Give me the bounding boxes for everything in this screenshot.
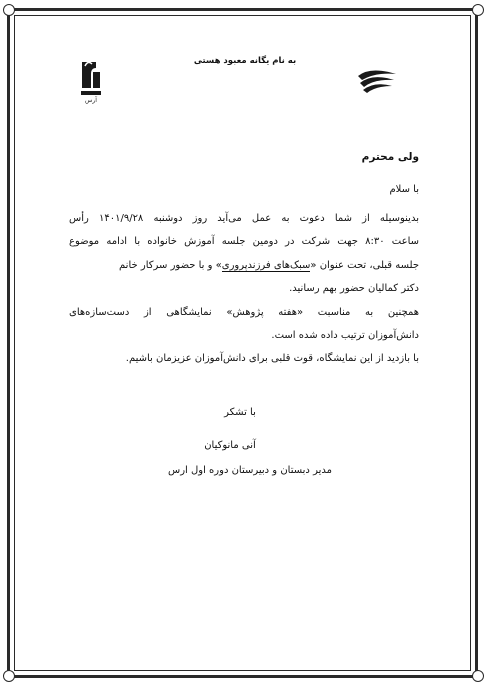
signer-title: مدیر دبستان و دبیرستان دوره اول ارس — [168, 465, 332, 476]
basmala-header: به نام یگانه معبود هستی — [193, 56, 297, 66]
paragraph-line: ساعت ۸:۳۰ جهت شرکت در دومین جلسه آموزش خانواده با ادامه موضوع — [69, 236, 420, 247]
corner-ornament — [3, 4, 15, 16]
signer-name: آنی مانوکیان — [204, 440, 256, 451]
topic-title: سبک‌های فرزندپروری — [221, 260, 311, 271]
paragraph-fragment: » و با حضور سرکار خانم — [119, 260, 222, 271]
paragraph-line — [69, 260, 419, 271]
school-logo-icon — [78, 58, 104, 104]
corner-ornament — [472, 4, 484, 16]
greeting: با سلام — [389, 184, 419, 195]
corner-ornament — [472, 670, 484, 682]
ministry-logo-icon — [356, 68, 398, 94]
paragraph-line: دانش‌آموزان ترتیب داده شده است. — [271, 330, 419, 341]
inner-border — [14, 15, 471, 671]
salutation: ولی محترم — [361, 151, 419, 163]
closing-thanks: با تشکر — [224, 407, 256, 418]
paragraph-line: همچنین به مناسبت «هفته پژوهش» نمایشگاهی از دست‌سازه‌های — [69, 307, 419, 318]
logo-caption: آرس — [85, 97, 97, 104]
paragraph-line: دکتر کمالیان حضور بهم رسانید. — [289, 283, 419, 294]
paragraph-fragment: جلسه قبلی، تحت عنوان « — [310, 260, 419, 271]
paragraph-line: بدینوسیله از شما دعوت به عمل می‌آید روز دوشنبه ۱۴۰۱/۹/۲۸ رأس — [69, 213, 419, 224]
corner-ornament — [3, 670, 15, 682]
paragraph-line: با بازدید از این نمایشگاه، قوت قلبی برای دانش‌آموزان عزیزمان باشیم. — [125, 353, 419, 364]
